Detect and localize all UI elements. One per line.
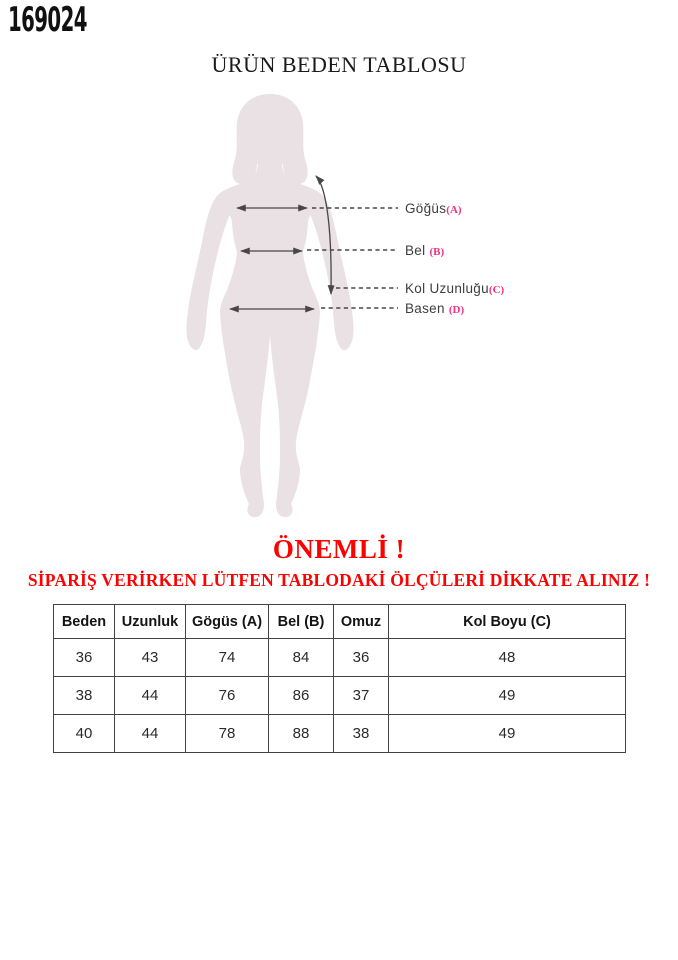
table-row (54, 715, 626, 753)
cell: 78 (186, 715, 269, 753)
arm-length-letter: (C) (488, 284, 505, 296)
header-gogus: Gögüs (A) (186, 605, 269, 639)
cell: 44 (115, 677, 186, 715)
cell: 84 (269, 639, 334, 677)
cell: 86 (269, 677, 334, 715)
waist-letter: (B) (429, 246, 445, 258)
chest-letter: (A) (446, 204, 462, 216)
cell: 36 (334, 639, 389, 677)
cell: 49 (389, 677, 626, 715)
female-silhouette (186, 94, 353, 517)
cell: 88 (269, 715, 334, 753)
header-bel: Bel (B) (269, 605, 334, 639)
cell: 36 (54, 639, 115, 677)
important-heading: ÖNEMLİ ! (272, 534, 406, 564)
header-uzunluk: Uzunluk (115, 605, 186, 639)
header-omuz: Omuz (334, 605, 389, 639)
header-kol-boyu: Kol Boyu (C) (389, 605, 626, 639)
table-row (54, 677, 626, 715)
product-code: 169024 (8, 0, 87, 40)
cell: 37 (334, 677, 389, 715)
cell: 40 (54, 715, 115, 753)
cell: 49 (389, 715, 626, 753)
cell: 43 (115, 639, 186, 677)
page-title: ÜRÜN BEDEN TABLOSU (211, 52, 467, 77)
cell: 38 (54, 677, 115, 715)
header-beden: Beden (54, 605, 115, 639)
waist-label: Bel (B) (405, 243, 445, 258)
table-row (54, 639, 626, 677)
cell: 76 (186, 677, 269, 715)
cell: 38 (334, 715, 389, 753)
arm-length-label: Kol Uzunluğu(C) (405, 281, 505, 296)
size-table-container (53, 604, 625, 753)
cell: 44 (115, 715, 186, 753)
cell: 74 (186, 639, 269, 677)
important-message: SİPARİŞ VERİRKEN LÜTFEN TABLODAKİ ÖLÇÜLERİ DİKKATE ALINIZ ! (27, 570, 651, 590)
size-table (53, 604, 626, 753)
hip-label: Basen (D) (405, 301, 465, 316)
hip-letter: (D) (448, 304, 465, 316)
size-table-header-row (54, 605, 626, 639)
chest-label: Göğüs(A) (405, 201, 462, 216)
cell: 48 (389, 639, 626, 677)
